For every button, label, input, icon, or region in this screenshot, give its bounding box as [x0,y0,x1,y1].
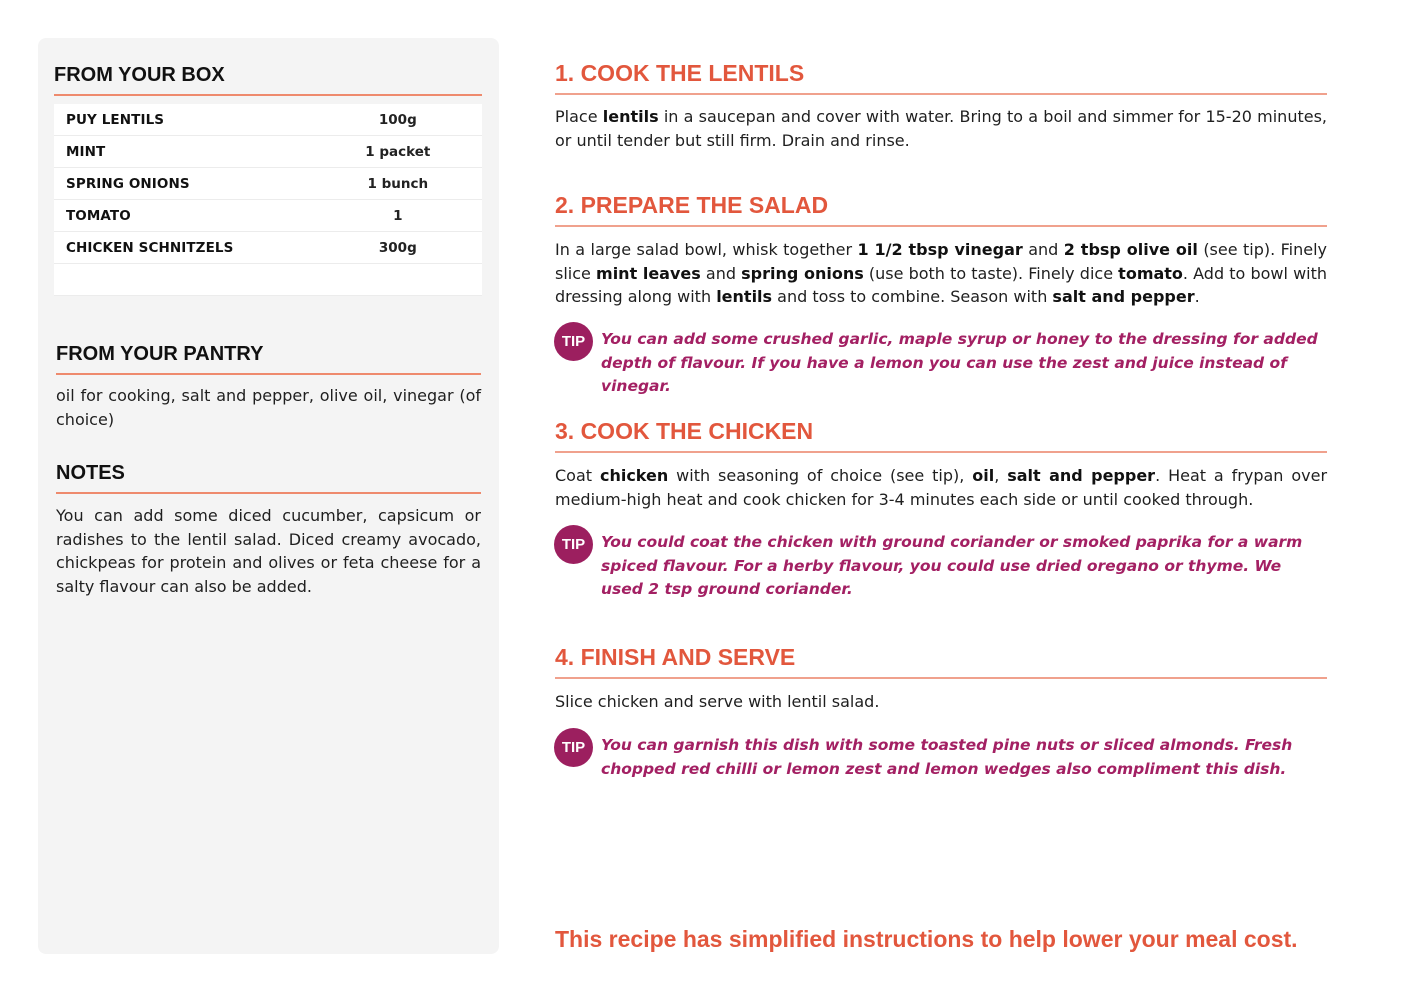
bold-term: 1 1/2 tbsp vinegar [857,240,1023,259]
table-row [54,200,482,232]
table-row [54,136,482,168]
ingredient-qty: 1 [393,207,403,224]
step-3-body: Coat chicken with seasoning of choice (see tip), oil, salt and pepper. Heat a frypan over medium-high heat and cook chicken for 3-4 minutes each side or until cooked through. [555,466,1328,509]
table-row [54,168,482,200]
bold-term: mint leaves [596,263,701,283]
bold-term: chicken [599,466,669,485]
tip-badge-icon: TIP [554,525,593,564]
tip-text: You could coat the chicken with ground coriander or smoked paprika for a warm spiced flavour. For a herby flavour, you could use dried oregano or thyme. We used 2 tsp ground coriander. [601,533,1303,598]
bold-term: lentils [716,287,773,306]
tip-badge-icon: TIP [554,728,593,767]
bold-term: salt and pepper [1007,466,1156,485]
ingredients-panel [38,38,499,954]
step-2-body: In a large salad bowl, whisk together 1 1/2 tbsp vinegar and 2 tbsp olive oil (see tip). Finely slice mint leaves and spring onions (use both to taste). Finely dice tomato. Add to bowl with dressing along with lentils and toss to combine. Season with salt and pepper. [555,240,1328,306]
step-2-title: 2. PREPARE THE SALAD [555,192,1327,227]
ingredient-name: PUY LENTILS [66,111,165,128]
bold-term: oil [972,466,995,485]
ingredient-qty: 1 bunch [367,175,429,192]
pantry-text: oil for cooking, salt and pepper, olive oil, vinegar (of choice) [56,386,481,429]
ingredient-name: MINT [66,143,106,160]
ingredient-name: CHICKEN SCHNITZELS [66,239,234,256]
bold-term: lentils [602,107,659,126]
bold-term: tomato [1118,263,1183,283]
tip-text: You can add some crushed garlic, maple syrup or honey to the dressing for added depth of flavour. If you have a lemon you can use the zest and juice instead of vinegar. [601,330,1318,395]
ingredient-qty: 100g [378,111,417,128]
step-1-body: Place lentils in a saucepan and cover with water. Bring to a boil and simmer for 15-20 minutes, or until tender but still firm. Drain and rinse. [555,107,1328,150]
table-row-empty [54,264,482,296]
ingredients-table [54,104,482,296]
notes-text: You can add some diced cucumber, capsicum or radishes to the lentil salad. Diced creamy avocado, chickpeas for protein and olives or feta cheese for a salty flavour can also be added. [56,506,481,596]
ingredient-name: SPRING ONIONS [66,175,190,192]
step-4-body: Slice chicken and serve with lentil salad. [555,692,880,711]
from-your-box-heading: FROM YOUR BOX [54,64,482,96]
step-4-title: 4. FINISH AND SERVE [555,644,1327,679]
ingredient-qty: 1 packet [365,143,431,160]
step-3-title: 3. COOK THE CHICKEN [555,418,1327,453]
ingredient-qty: 300g [378,239,417,256]
tip-badge-icon: TIP [554,322,593,361]
table-row [54,232,482,264]
table-row [54,104,482,136]
from-your-pantry-heading: FROM YOUR PANTRY [56,343,481,375]
ingredient-name: TOMATO [66,207,131,224]
footer-note: This recipe has simplified instructions to help lower your meal cost. [555,926,1298,952]
tip-text: You can garnish this dish with some toasted pine nuts or sliced almonds. Fresh chopped red chilli or lemon zest and lemon wedges also compliment this dish. [601,736,1293,778]
notes-heading: NOTES [56,462,481,494]
bold-term: salt and pepper [1052,287,1195,306]
bold-term: 2 tbsp olive oil [1063,240,1198,259]
step-1-title: 1. COOK THE LENTILS [555,60,1327,95]
bold-term: spring onions [741,263,864,283]
